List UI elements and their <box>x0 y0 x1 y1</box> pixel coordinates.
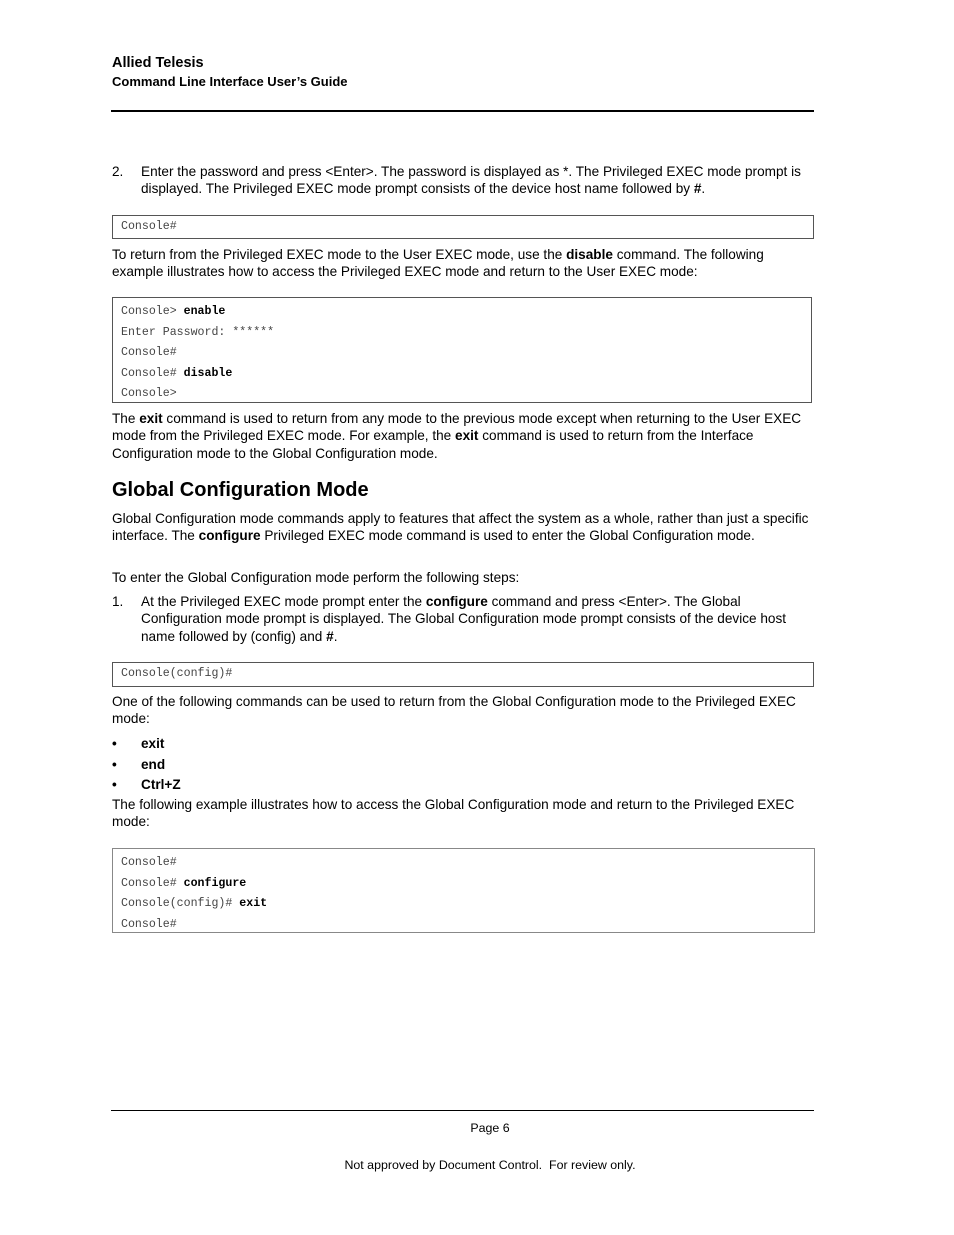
text-part: Global Configuration mode commands apply to features that affect the system as a whole, rather than just a specific interface. The <box>112 511 809 544</box>
code-command: disable <box>183 366 233 380</box>
text-part: command. The following example illustrates how to access the Privileged EXEC mode and return to the User EXEC mode: <box>112 247 764 280</box>
code-prompt: Console(config)# <box>121 667 233 680</box>
code-prompt: Console(config)# <box>121 897 240 910</box>
code-block-configure-exit <box>112 848 815 933</box>
step-text-part: command and press <Enter>. The Global Configuration mode prompt is displayed. The Global Configuration mode prompt consists of the device host name followed by (config) and <box>141 594 787 644</box>
paragraph-disable <box>112 246 814 281</box>
code-prompt: Console# <box>121 856 177 869</box>
paragraph-steps-intro: To enter the Global Configuration mode perform the following steps: <box>112 570 520 585</box>
step-text-bold: # <box>693 181 702 197</box>
step-text-part: . <box>333 628 338 644</box>
code-line <box>121 915 806 936</box>
step-number: 2. <box>112 164 124 179</box>
header-guide-title: Command Line Interface User’s Guide <box>112 74 348 89</box>
text-bold: exit <box>455 428 479 444</box>
code-block-config-prompt <box>112 662 814 687</box>
review-notice: Not approved by Document Control. For review only. <box>344 1158 636 1172</box>
list-item <box>112 756 814 773</box>
code-prompt: Console# <box>121 346 177 359</box>
footer-rule <box>111 1110 814 1111</box>
text-part: The <box>112 411 140 426</box>
code-block-enable-disable <box>112 297 812 403</box>
code-line <box>121 894 806 915</box>
step-number: 1. <box>112 594 124 609</box>
list-item-text: exit <box>141 736 165 751</box>
bullet-symbol: • <box>112 757 117 772</box>
step-text-bold: # <box>326 628 334 644</box>
text-part: command is used to return from the Interface Configuration mode to the Global Configuration mode. <box>112 428 754 461</box>
section-heading: Global Configuration Mode <box>112 479 369 501</box>
code-line <box>121 384 803 405</box>
page-number: Page 6 <box>470 1121 510 1135</box>
list-item-text: Ctrl+Z <box>141 777 181 792</box>
code-prompt: Console# <box>121 917 177 931</box>
header-company: Allied Telesis <box>112 55 204 71</box>
bullet-symbol: • <box>112 736 117 751</box>
paragraph-return: One of the following commands can be used to return from the Global Configuration mode to the Privileged EXEC mode: <box>112 694 796 727</box>
code-line <box>121 364 803 385</box>
code-block-privileged-prompt <box>112 215 814 239</box>
paragraph-example: The following example illustrates how to access the Global Configuration mode and return to the Privileged EXEC mode: <box>112 797 795 830</box>
code-line <box>121 323 803 344</box>
code-command: enable <box>183 305 226 318</box>
text-part: command is used to return from any mode to the previous mode except when returning to the User EXEC mode from the Privileged EXEC mode. For example, the <box>112 411 802 444</box>
text-part: To return from the Privileged EXEC mode to the User EXEC mode, use the <box>112 247 567 262</box>
header-rule <box>111 110 814 112</box>
text-bold: disable <box>566 247 613 262</box>
code-prompt: Console# <box>121 876 184 890</box>
step-text-part: . <box>701 181 706 197</box>
list-item <box>112 735 814 752</box>
code-prompt: Enter Password: ****** <box>121 325 275 339</box>
code-prompt: Console> <box>121 305 184 318</box>
code-prompt: Console> <box>121 387 177 400</box>
code-line <box>121 217 805 238</box>
code-line <box>121 302 803 323</box>
code-prompt: Console# <box>121 366 184 380</box>
paragraph-exit <box>112 410 814 462</box>
step-text <box>141 593 814 645</box>
code-prompt: Console# <box>121 220 177 233</box>
step-text-bold: configure <box>425 594 488 609</box>
code-command: exit <box>239 897 268 910</box>
text-part: Privileged EXEC mode command is used to enter the Global Configuration mode. <box>260 528 755 544</box>
code-line <box>121 343 803 364</box>
step-2 <box>112 163 814 198</box>
code-line <box>121 853 806 874</box>
text-bold: exit <box>139 411 163 426</box>
list-item-text: end <box>141 757 166 772</box>
list-item <box>112 776 814 793</box>
text-bold: configure <box>198 528 261 544</box>
code-line <box>121 874 806 895</box>
step-text-part: Enter the password and press <Enter>. The password is displayed as *. The Privileged EXEC mode prompt is displayed. The Privileged EXEC mode prompt consists of the device host name followed by <box>141 164 801 197</box>
step-text-part: At the Privileged EXEC mode prompt enter the <box>141 594 426 609</box>
code-command: configure <box>183 876 247 890</box>
bullet-symbol: • <box>112 777 117 792</box>
code-line <box>121 664 805 685</box>
step-text <box>141 163 814 198</box>
paragraph-global-config <box>112 510 814 545</box>
step-1 <box>112 593 814 645</box>
